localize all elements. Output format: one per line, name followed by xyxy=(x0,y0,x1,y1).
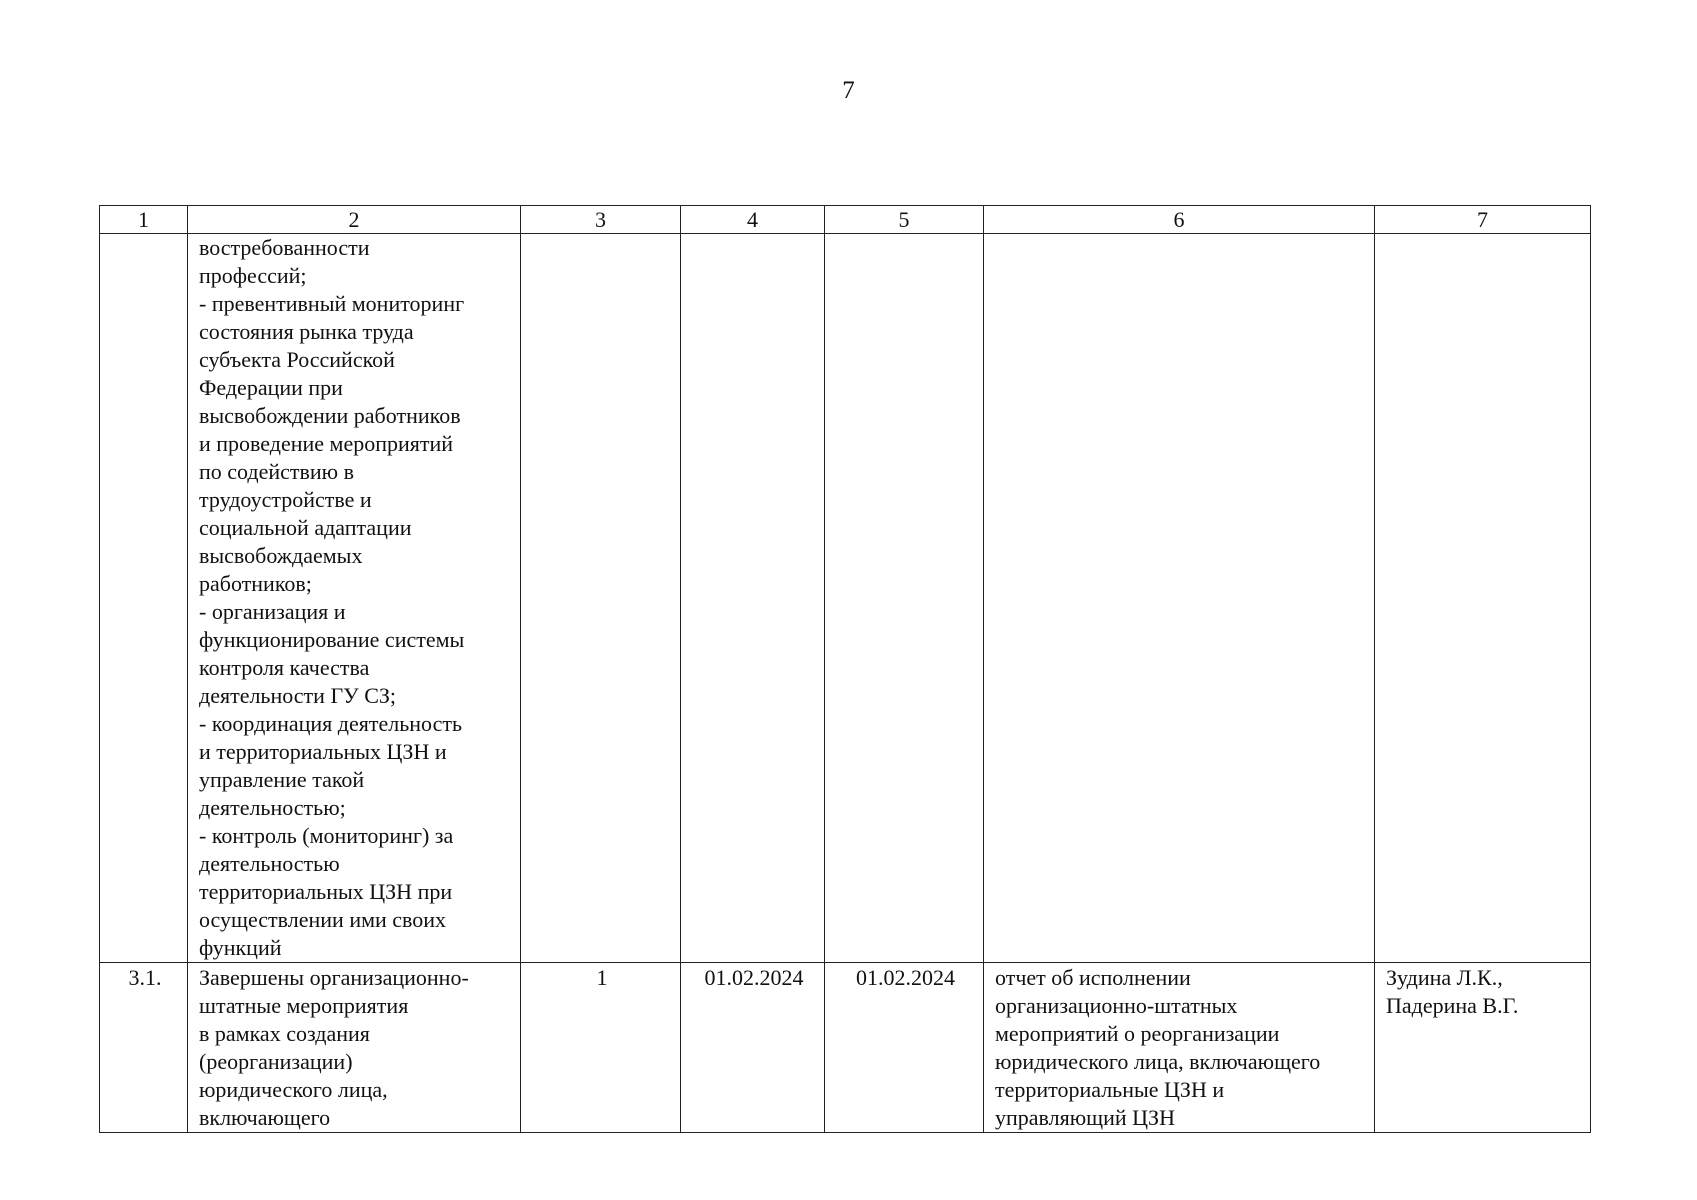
value-cell xyxy=(521,234,681,963)
activity-text: Завершены организационно- штатные мероприятия в рамках создания (реорганизации) юридического лица, включающего xyxy=(199,965,469,1130)
start-date-cell xyxy=(681,234,825,963)
result-text: отчет об исполнении организационно-штатных мероприятий о реорганизации юридического лица, включающего территориальные ЦЗН и управляющий ЦЗН xyxy=(995,965,1321,1130)
header-cell-3: 3 xyxy=(521,206,681,234)
start-date: 01.02.2024 xyxy=(704,965,804,990)
value-cell xyxy=(521,963,681,1133)
header-cell-7: 7 xyxy=(1375,206,1591,234)
header-cell-4: 4 xyxy=(681,206,825,234)
table-row xyxy=(100,234,1591,963)
result-cell xyxy=(984,963,1375,1133)
end-date-cell xyxy=(825,963,984,1133)
header-cell-6: 6 xyxy=(984,206,1375,234)
activity-cell xyxy=(188,234,521,963)
end-date-cell xyxy=(825,234,984,963)
row-number-cell xyxy=(100,963,188,1133)
row-number-cell xyxy=(100,234,188,963)
responsible-cell xyxy=(1375,234,1591,963)
start-date-cell xyxy=(681,963,825,1133)
header-cell-1: 1 xyxy=(100,206,188,234)
responsible-cell xyxy=(1375,963,1591,1133)
table-row xyxy=(100,963,1591,1133)
row-number: 3.1. xyxy=(128,965,162,990)
responsible-text: Зудина Л.К., Падерина В.Г. xyxy=(1386,965,1519,1018)
header-cell-2: 2 xyxy=(188,206,521,234)
activity-text: востребованности профессий; - превентивный мониторинг состояния рынка труда субъекта Российской Федерации при высвобождении работников и проведение мероприятий по содействию в трудоустройстве и социальной адаптации высвобождаемых работников; - организация и функционирование системы контроля качества деятельности ГУ СЗ; - координация деятельность и территориальных ЦЗН и управление такой деятельностью; - контроль (мониторинг) за деятельностью территориальных ЦЗН при осуществлении ими своих функций xyxy=(199,235,465,960)
end-date: 01.02.2024 xyxy=(856,965,955,990)
page-number: 7 xyxy=(842,77,855,104)
result-cell xyxy=(984,234,1375,963)
activity-cell xyxy=(188,963,521,1133)
value-text: 1 xyxy=(596,965,608,990)
header-cell-5: 5 xyxy=(825,206,984,234)
plan-table xyxy=(99,205,1591,1133)
table-header-row xyxy=(100,206,1591,234)
